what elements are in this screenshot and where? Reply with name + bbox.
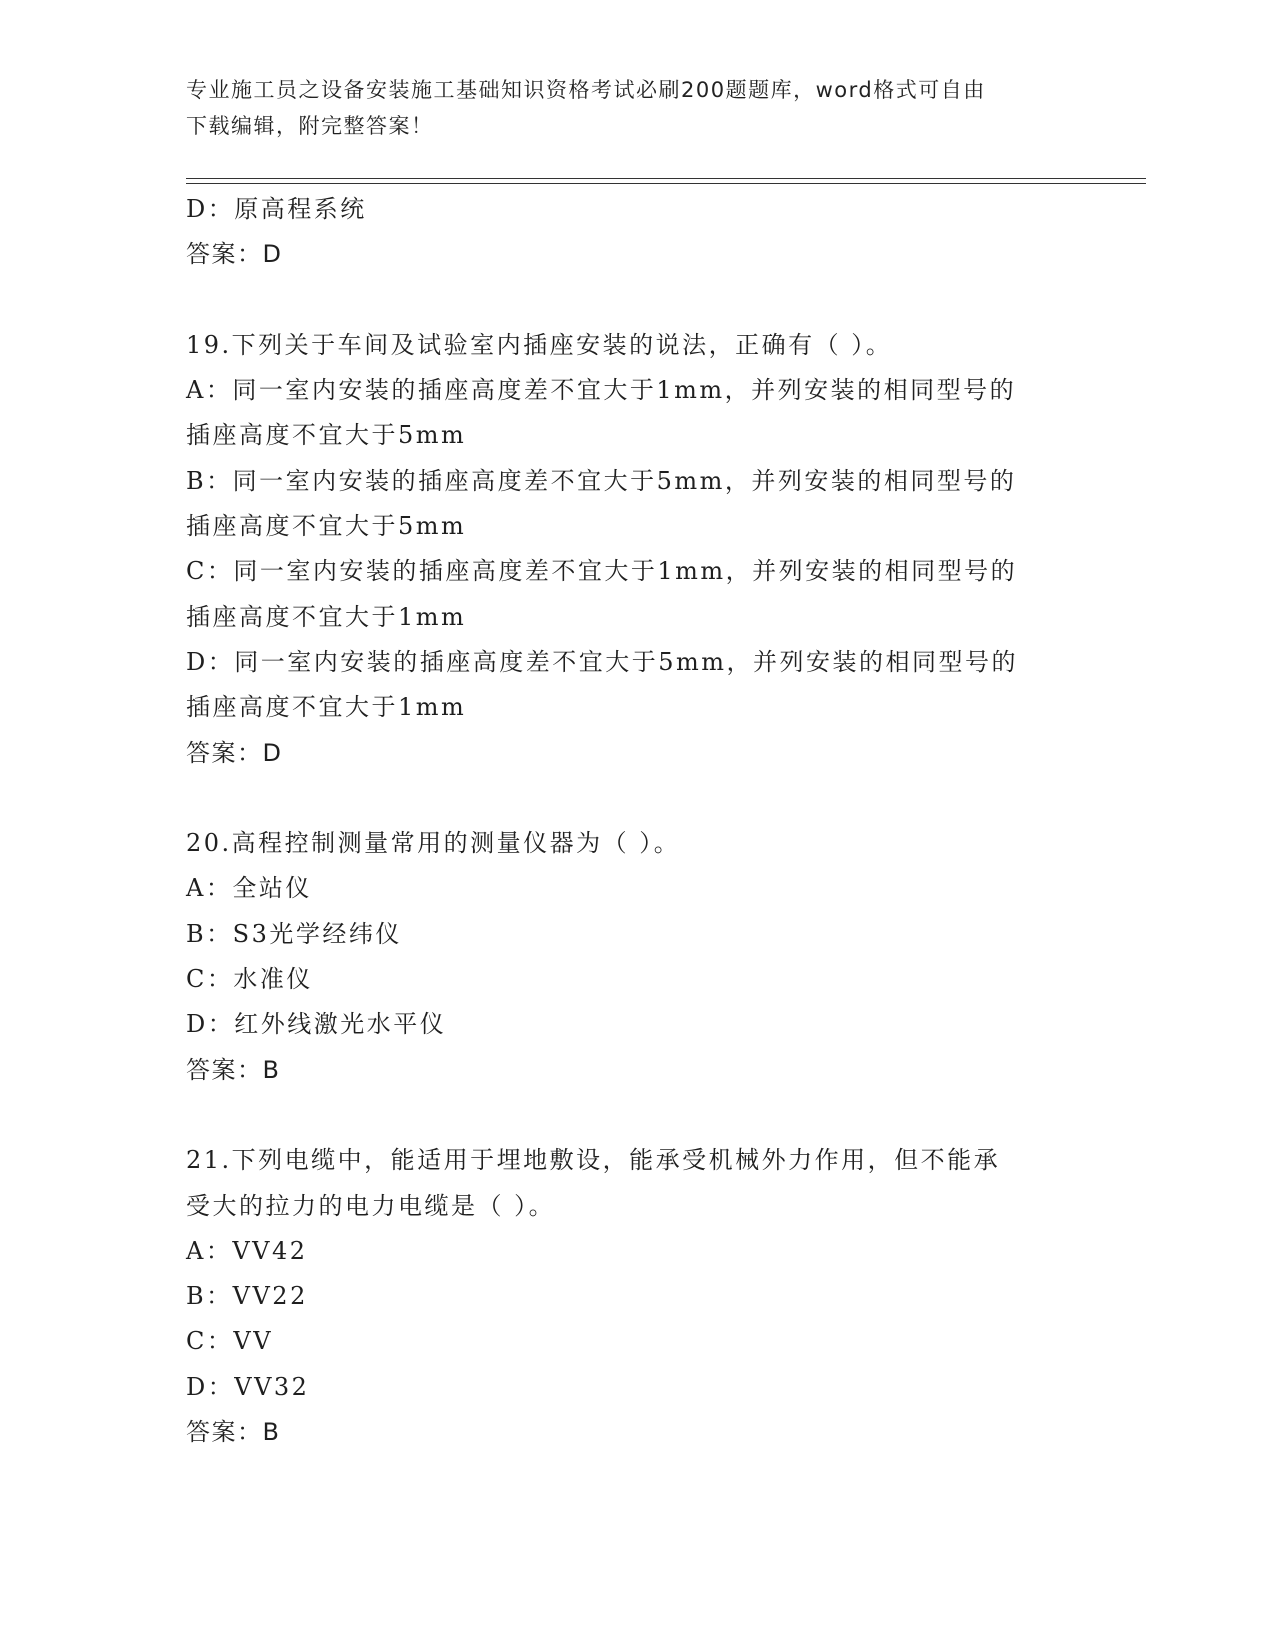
question-stem: 20.高程控制测量常用的测量仪器为（ ）。: [186, 829, 681, 858]
option-d: D：红外线激光水平仪: [186, 1010, 447, 1039]
spacer: [186, 1093, 1086, 1138]
answer-line: 答案：D: [186, 240, 283, 269]
question-19: [186, 323, 1086, 776]
header-title-line-2: 下载编辑，附完整答案！: [186, 114, 434, 138]
question-stem: 21.下列电缆中，能适用于埋地敷设，能承受机械外力作用，但不能承: [186, 1146, 1001, 1175]
question-stem: 19.下列关于车间及试验室内插座安装的说法，正确有（ ）。: [186, 330, 893, 359]
answer-line: 答案：B: [186, 1418, 281, 1447]
question-20: [186, 821, 1086, 1093]
option-d: D：原高程系统: [186, 195, 367, 223]
option-c: C：同一室内安装的插座高度差不宜大于1mm，并列安装的相同型号的: [186, 557, 1018, 586]
header-divider-bottom: [186, 183, 1146, 184]
header-title-line-1: 专业施工员之设备安装施工基础知识资格考试必刷200题题库，word格式可自由: [186, 78, 986, 102]
option-d-continued: 插座高度不宜大于1mm: [186, 693, 467, 722]
option-a: A：VV42: [186, 1236, 308, 1265]
option-c: C：VV: [186, 1327, 274, 1356]
question-list: [186, 187, 1086, 1455]
spacer: [186, 278, 1086, 323]
option-c: C：水准仪: [186, 965, 313, 994]
question-18-tail: [186, 187, 1086, 278]
option-a-continued: 插座高度不宜大于5mm: [186, 421, 467, 450]
option-a: A：全站仪: [186, 874, 312, 903]
option-d: D：VV32: [186, 1372, 310, 1401]
option-d: D：同一室内安装的插座高度差不宜大于5mm，并列安装的相同型号的: [186, 647, 1019, 676]
question-21: [186, 1138, 1086, 1455]
option-b: B：VV22: [186, 1282, 308, 1311]
spacer: [186, 776, 1086, 821]
option-c-continued: 插座高度不宜大于1mm: [186, 602, 467, 631]
option-b: B：同一室内安装的插座高度差不宜大于5mm，并列安装的相同型号的: [186, 466, 1017, 495]
option-b: B：S3光学经纬仪: [186, 919, 402, 948]
option-a: A：同一室内安装的插座高度差不宜大于1mm，并列安装的相同型号的: [186, 376, 1017, 405]
header-divider-top: [186, 178, 1146, 179]
answer-line: 答案：B: [186, 1055, 281, 1084]
answer-line: 答案：D: [186, 738, 283, 767]
option-b-continued: 插座高度不宜大于5mm: [186, 512, 467, 541]
question-stem-continued: 受大的拉力的电力电缆是（ ）。: [186, 1191, 556, 1220]
document-header: [186, 72, 1066, 144]
